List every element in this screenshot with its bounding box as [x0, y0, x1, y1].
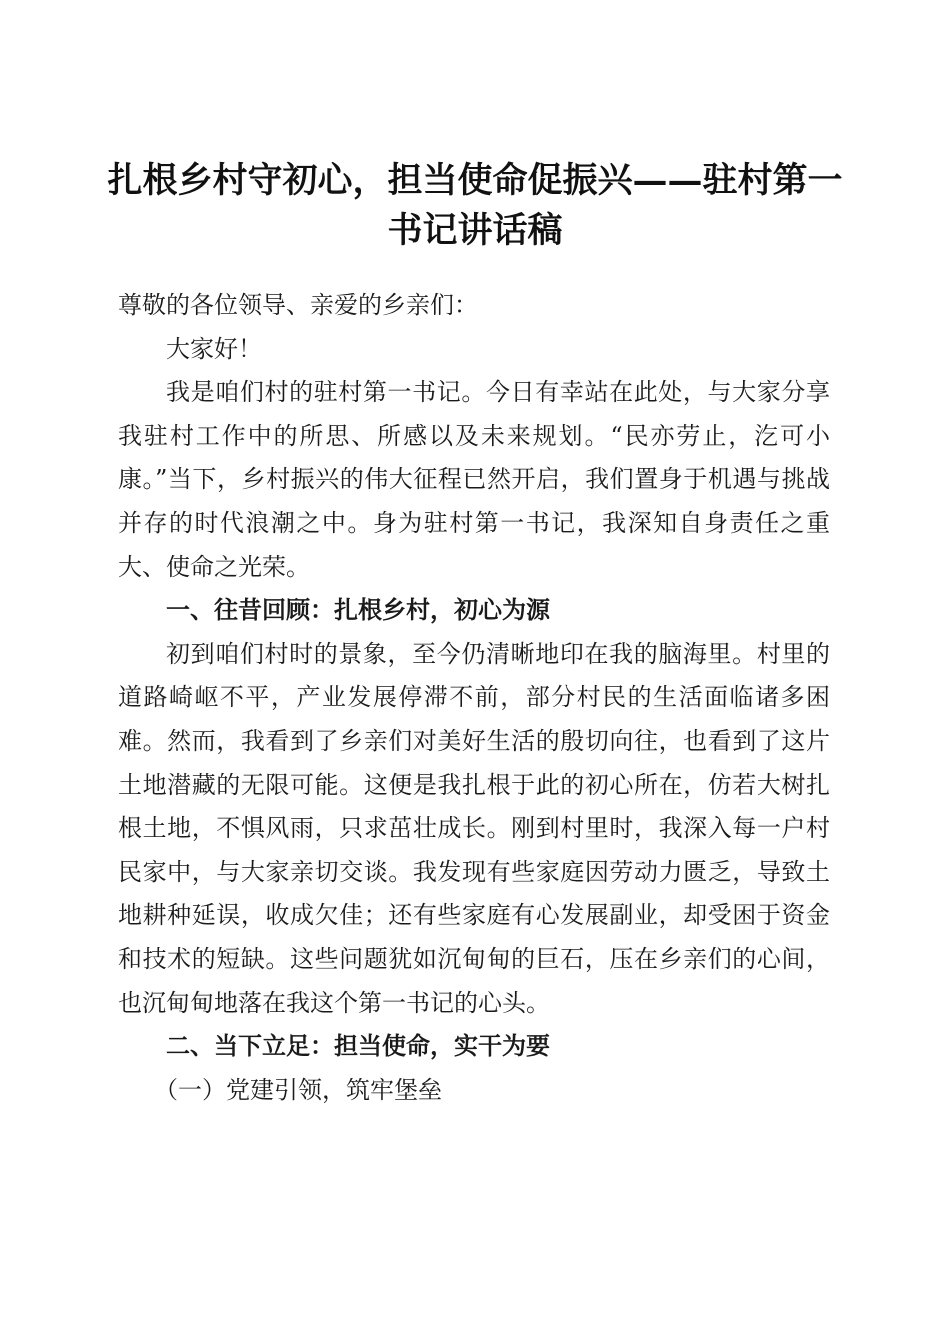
intro-paragraph: 我是咱们村的驻村第一书记。今日有幸站在此处，与大家分享我驻村工作中的所思、所感以及未来规划。“民亦劳止，汔可小康。”当下，乡村振兴的伟大征程已然开启，我们置身于机遇与挑战并存的时代浪潮之中。身为驻村第一书记，我深知自身责任之重大、使命之光荣。 — [118, 378, 830, 581]
document-body — [118, 284, 830, 1112]
section-2-subheading-1: （一）党建引领，筑牢堡垒 — [154, 1075, 442, 1104]
section-2-heading: 二、当下立足：担当使命，实干为要 — [166, 1032, 550, 1061]
salutation: 尊敬的各位领导、亲爱的乡亲们： — [118, 291, 478, 319]
section-1-paragraph: 初到咱们村时的景象，至今仍清晰地印在我的脑海里。村里的道路崎岖不平，产业发展停滞不前，部分村民的生活面临诸多困难。然而，我看到了乡亲们对美好生活的殷切向往，也看到了这片土地潜藏的无限可能。这便是我扎根于此的初心所在，仿若大树扎根土地，不惧风雨，只求茁壮成长。刚到村里时，我深入每一户村民家中，与大家亲切交谈。我发现有些家庭因劳动力匮乏，导致土地耕种延误，收成欠佳；还有些家庭有心发展副业，却受困于资金和技术的短缺。这些问题犹如沉甸甸的巨石，压在乡亲们的心间，也沉甸甸地落在我这个第一书记的心头。 — [118, 639, 830, 1017]
greeting: 大家好！ — [166, 334, 262, 363]
section-1-heading: 一、往昔回顾：扎根乡村，初心为源 — [166, 596, 550, 625]
document-title: 扎根乡村守初心，担当使命促振兴——驻村第一书记讲话稿 — [107, 160, 843, 252]
